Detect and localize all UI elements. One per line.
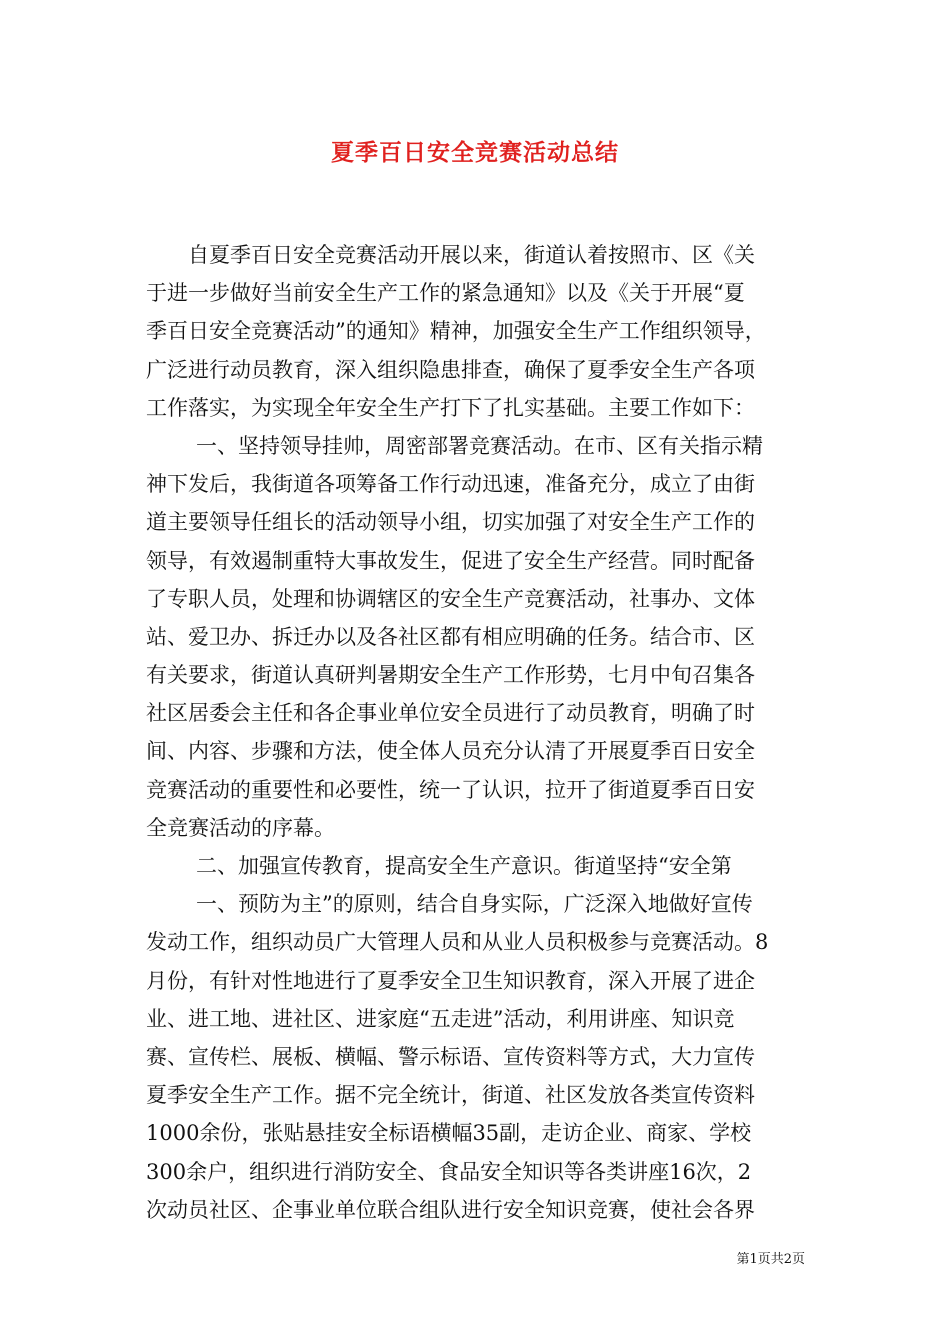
text-line: 于进一步做好当前安全生产工作的紧急通知》以及《关于开展“夏 — [146, 281, 745, 306]
text-line: 夏季安全生产工作。据不完全统计，街道、社区发放各类宣传资料 — [146, 1083, 755, 1108]
text-line: 有关要求，街道认真研判暑期安全生产工作形势，七月中旬召集各 — [146, 663, 755, 688]
text-line: 一、坚持领导挂帅，周密部署竞赛活动。在市、区有关指示精 — [196, 433, 763, 458]
text-line: 次动员社区、企事业单位联合组队进行安全知识竞赛，使社会各界 — [146, 1197, 755, 1222]
text-line: 季百日安全竞赛活动”的通知》精神，加强安全生产工作组织领导， — [146, 319, 766, 344]
text-line: 神下发后，我街道各项筹备工作行动迅速，准备充分，成立了由街 — [146, 472, 755, 497]
text-line: 领导，有效遏制重特大事故发生，促进了安全生产经营。同时配备 — [146, 548, 755, 573]
text-line: 二、加强宣传教育，提高安全生产意识。街道坚持“安全第 — [196, 854, 732, 878]
text-line: 工作落实，为实现全年安全生产打下了扎实基础。主要工作如下： — [146, 395, 755, 420]
text-line: 竞赛活动的重要性和必要性，统一了认识，拉开了街道夏季百日安 — [146, 777, 755, 802]
text-line: 间、内容、步骤和方法，使全体人员充分认清了开展夏季百日安全 — [146, 739, 755, 764]
text-line: 月份，有针对性地进行了夏季安全卫生知识教育，深入开展了进企 — [146, 968, 755, 993]
text-line: 发动工作，组织动员广大管理人员和从业人员积极参与竞赛活动。8 — [146, 930, 769, 955]
page-number: 第1页共2页 — [736, 1252, 805, 1267]
text-line: 了专职人员，处理和协调辖区的安全生产竞赛活动，社事办、文体 — [146, 586, 755, 611]
text-line: 1000余份，张贴悬挂安全标语横幅35副，走访企业、商家、学校 — [146, 1121, 752, 1146]
document-title: 夏季百日安全竞赛活动总结 — [331, 139, 619, 166]
text-line: 自夏季百日安全竞赛活动开展以来，街道认着按照市、区《关 — [188, 243, 755, 267]
text-line: 赛、宣传栏、展板、横幅、警示标语、宣传资料等方式，大力宣传 — [146, 1044, 755, 1069]
text-line: 全竞赛活动的序幕。 — [146, 815, 335, 840]
document-body — [146, 236, 808, 1229]
text-line: 道主要领导任组长的活动领导小组，切实加强了对安全生产工作的 — [146, 510, 755, 535]
text-line: 300余户，组织进行消防安全、食品安全知识等各类讲座16次，2 — [146, 1159, 752, 1184]
text-line: 一、预防为主”的原则，结合自身实际，广泛深入地做好宣传 — [196, 892, 753, 917]
text-line: 站、爱卫办、拆迁办以及各社区都有相应明确的任务。结合市、区 — [146, 624, 755, 649]
text-line: 业、进工地、进社区、进家庭“五走进”活动，利用讲座、知识竞 — [146, 1006, 735, 1031]
text-line: 社区居委会主任和各企事业单位安全员进行了动员教育，明确了时 — [146, 701, 755, 726]
text-line: 广泛进行动员教育，深入组织隐患排查，确保了夏季安全生产各项 — [146, 357, 755, 382]
